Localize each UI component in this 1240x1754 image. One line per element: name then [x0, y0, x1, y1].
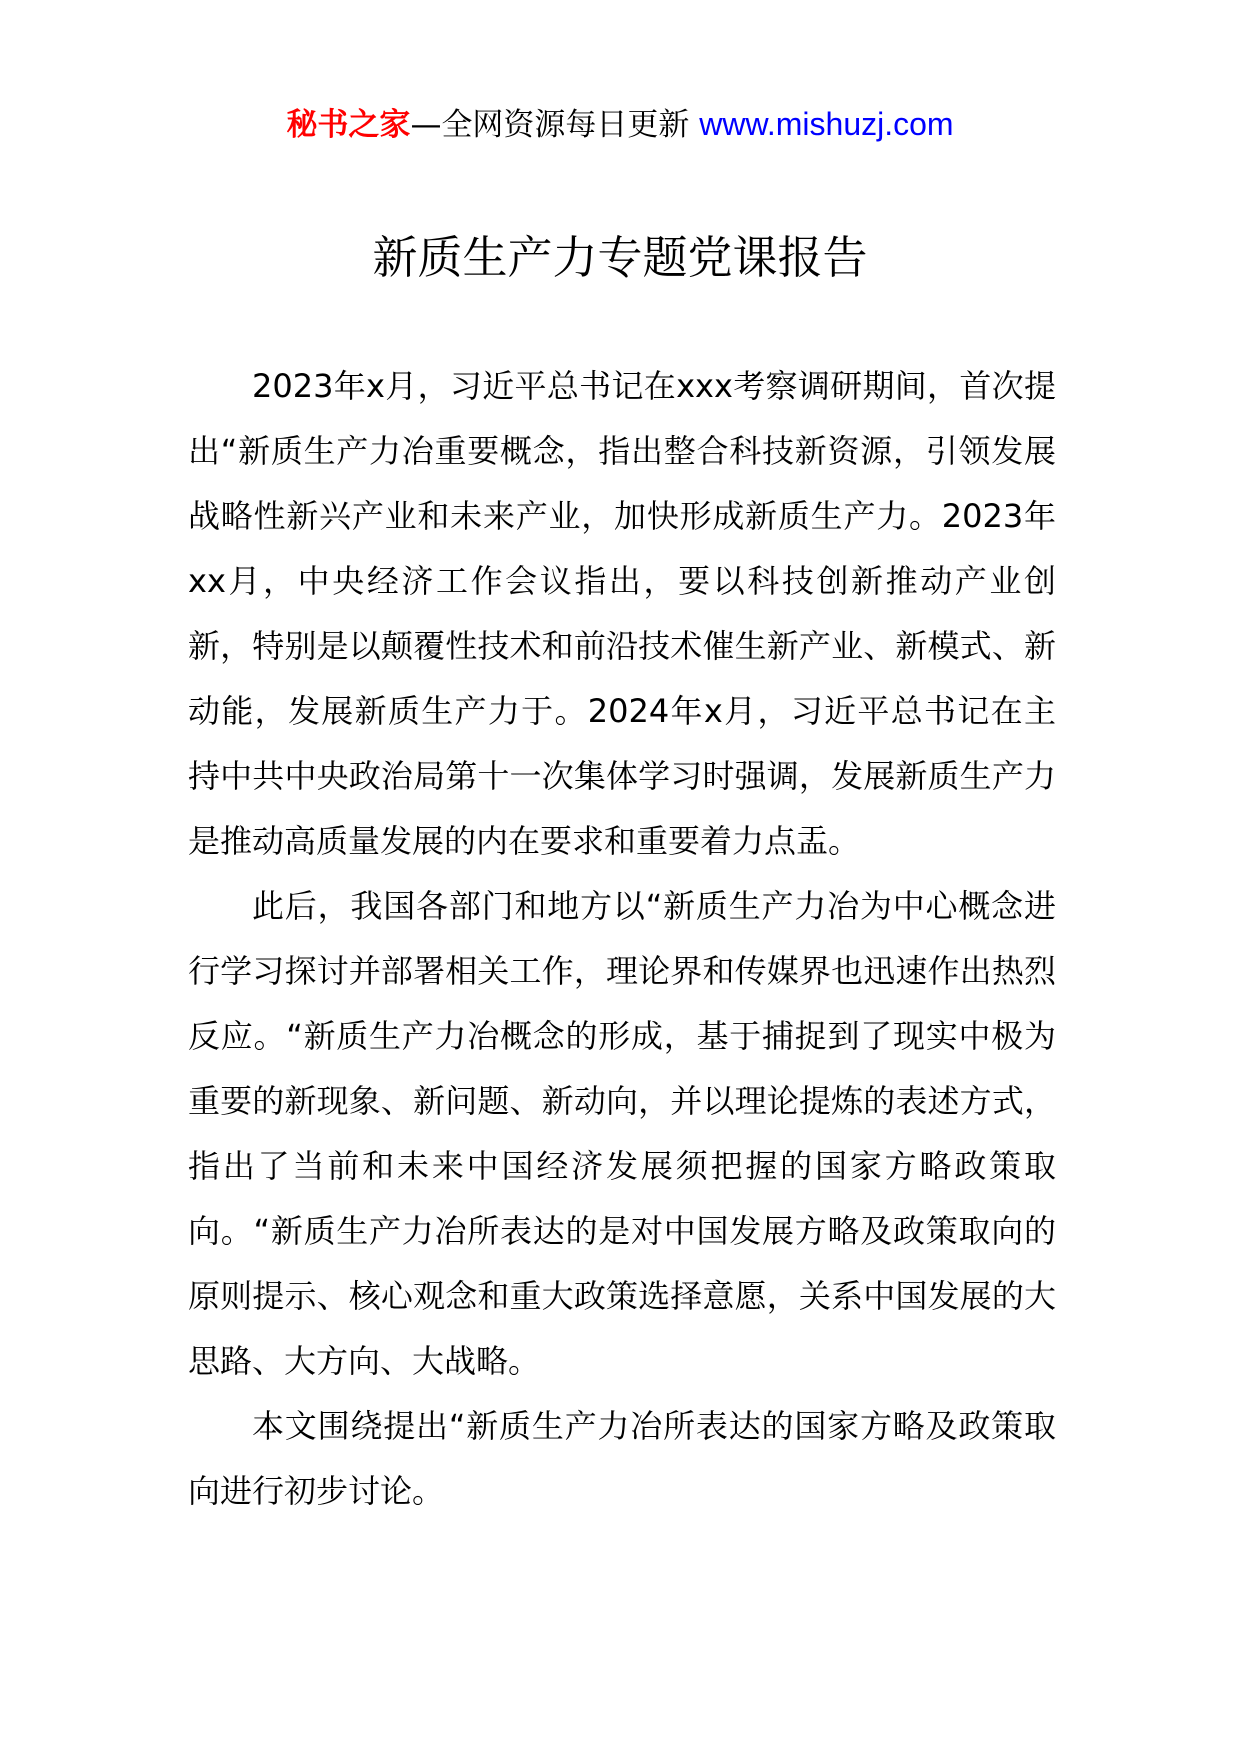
header-tagline: —全网资源每日更新 — [410, 107, 700, 143]
document-title: 新质生产力专题党课报告 — [372, 231, 868, 284]
paragraph-3: 本文围绕提出“新质生产力冶所表达的国家方略及政策取向进行初步讨论。 — [188, 1407, 1056, 1510]
document-body — [188, 354, 1056, 1524]
paragraph-2: 此后，我国各部门和地方以“新质生产力冶为中心概念进行学习探讨并部署相关工作，理论界和传媒界也迅速作出热烈反应。“新质生产力冶概念的形成，基于捕捉到了现实中极为重要的新现象、新问题、新动向，并以理论提炼的表述方式，指出了当前和未来中国经济发展须把握的国家方略政策取向。“新质生产力冶所表达的是对中国发展方略及政策取向的原则提示、核心观念和重大政策选择意愿，关系中国发展的大思路、大方向、大战略。 — [188, 887, 1056, 1380]
site-url-link[interactable]: www.mishuzj.com — [699, 106, 954, 142]
site-header — [0, 100, 1240, 149]
brand-name: 秘书之家 — [286, 107, 411, 143]
paragraph-1: 2023年x月，习近平总书记在xxx考察调研期间，首次提出“新质生产力冶重要概念，指出整合科技新资源，引领发展战略性新兴产业和未来产业，加快形成新质生产力。2023年xx月，中央经济工作会议指出，要以科技创新推动产业创新，特别是以颠覆性技术和前沿技术催生新产业、新模式、新动能，发展新质生产力于。2024年x月，习近平总书记在主持中共中央政治局第十一次集体学习时强调，发展新质生产力是推动高质量发展的内在要求和重要着力点盂。 — [188, 367, 1056, 860]
